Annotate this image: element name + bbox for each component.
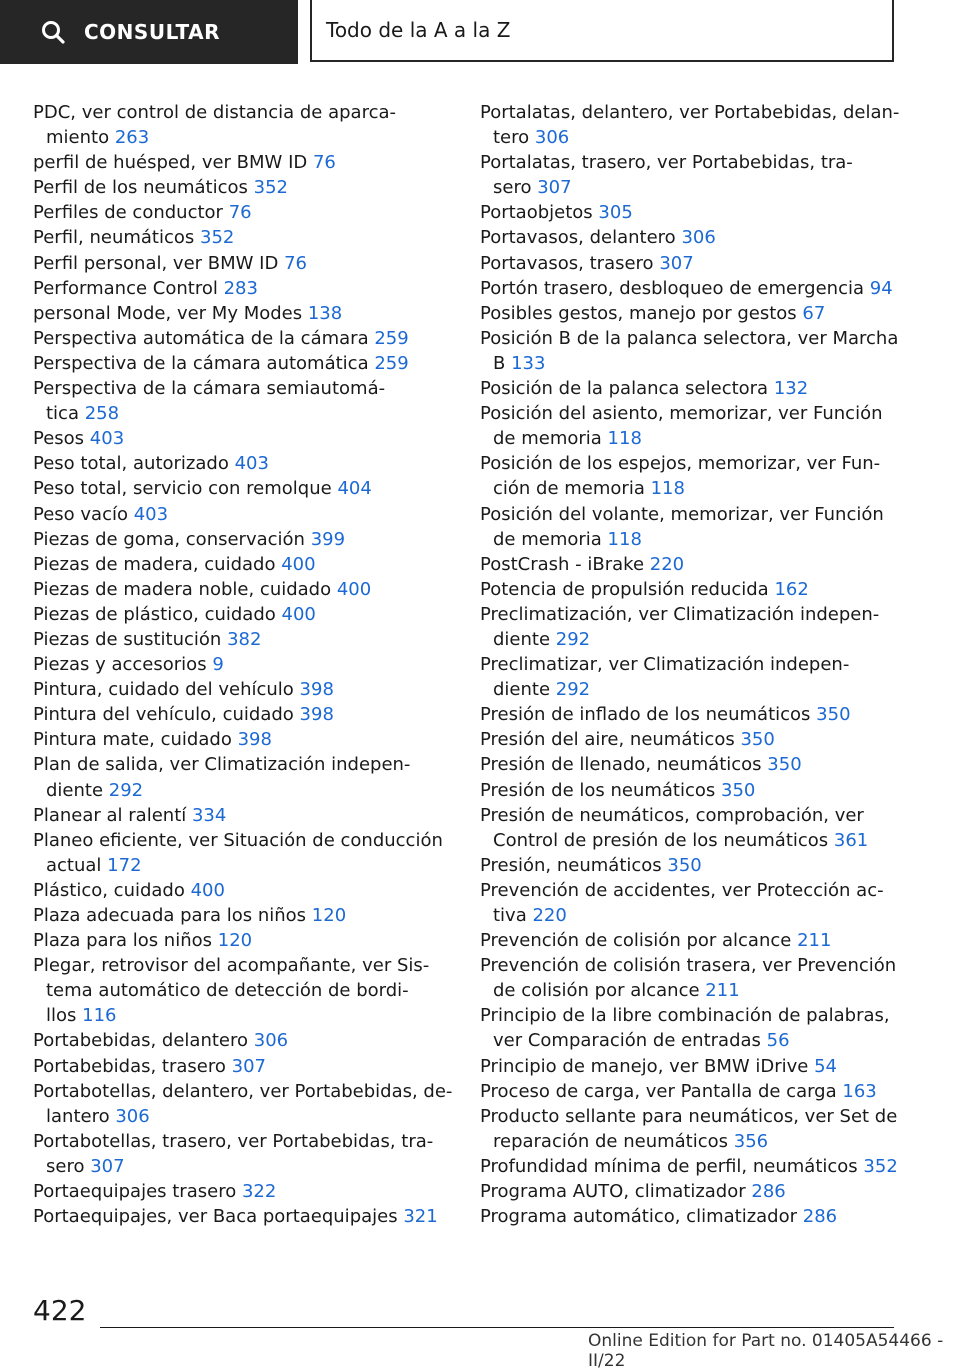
page-reference-link[interactable]: 9 [212, 654, 224, 676]
page-reference-link[interactable]: 292 [108, 779, 144, 801]
page-reference-link[interactable]: 133 [511, 352, 546, 374]
index-entry-text: Perfil de los neumáticos [33, 177, 248, 199]
index-entry [480, 853, 930, 878]
index-entry-text: Presión del aire, neumáticos [480, 729, 735, 751]
page-reference-link[interactable]: 382 [227, 628, 262, 650]
index-entry-text: Prevención de accidentes, ver Protección ac‐ tiva [480, 879, 884, 926]
page-reference-link[interactable]: 132 [773, 378, 809, 400]
index-entry-text: Presión de inflado de los neumáticos [480, 704, 811, 726]
index-entry [33, 451, 463, 476]
index-entry [33, 527, 463, 552]
index-entry [480, 1079, 930, 1104]
page-reference-link[interactable]: 263 [114, 127, 150, 149]
page-reference-link[interactable]: 350 [816, 704, 851, 726]
index-entry-text: Principio de la libre combinación de palabras, ver Comparación de entradas [480, 1005, 890, 1052]
page-reference-link[interactable]: 116 [82, 1005, 117, 1027]
page-reference-link[interactable]: 356 [733, 1130, 769, 1152]
index-entry-text: Perspectiva de la cámara automática [33, 352, 369, 374]
index-entry [33, 376, 463, 426]
index-entry [480, 150, 930, 200]
index-entry-text: Pintura del vehículo, cuidado [33, 704, 294, 726]
index-entry-text: Piezas de plástico, cuidado [33, 603, 276, 625]
page-reference-link[interactable]: 307 [231, 1055, 266, 1077]
index-entry-text: Portabebidas, trasero [33, 1055, 226, 1077]
page-reference-link[interactable]: 220 [532, 905, 567, 926]
index-entry [480, 1003, 930, 1053]
index-entry-text: Proceso de carga, ver Pantalla de carga [480, 1080, 837, 1102]
index-column-left [33, 100, 463, 1229]
index-entry-text: Programa AUTO, climatizador [480, 1181, 746, 1203]
index-entry [480, 1054, 930, 1079]
page-reference-link[interactable]: 306 [681, 227, 716, 249]
index-entry-text: Plegar, retrovisor del acompañante, ver Sis‐ tema automático de detección de bordi‐ llos [33, 955, 430, 1027]
page-reference-link[interactable]: 350 [767, 754, 802, 776]
page-reference-link[interactable]: 211 [797, 930, 832, 952]
index-entry-text: Prevención de colisión por alcance [480, 930, 792, 952]
index-entry-text: Plástico, cuidado [33, 879, 185, 901]
consult-label: CONSULTAR [84, 20, 220, 44]
page-reference-link[interactable]: 399 [310, 528, 346, 550]
index-entry [480, 803, 930, 853]
tab-a-to-z[interactable] [310, 0, 894, 62]
index-entry-text: Peso total, autorizado [33, 453, 229, 475]
index-entry [33, 1129, 463, 1179]
index-entry-text: Performance Control [33, 277, 218, 299]
index-entry-text: Portavasos, delantero [480, 227, 676, 249]
page-reference-link[interactable]: 306 [253, 1030, 289, 1052]
page-reference-link[interactable]: 94 [869, 277, 893, 299]
edition-footer: Online Edition for Part no. 01405A54466 - II/22 [588, 1331, 944, 1371]
page-reference-link[interactable]: 286 [751, 1181, 786, 1203]
index-entry [480, 276, 930, 301]
index-entry [33, 1179, 463, 1204]
index-entry [480, 225, 930, 250]
index-entry-text: Piezas de madera, cuidado [33, 553, 276, 575]
page-reference-link[interactable]: 400 [281, 603, 316, 625]
index-column-right [480, 100, 930, 1229]
index-entry [33, 652, 463, 677]
page-reference-link[interactable]: 292 [555, 628, 591, 650]
index-entry [480, 652, 930, 702]
index-entry-text: Portaequipajes trasero [33, 1181, 237, 1203]
index-entry [480, 577, 930, 602]
page-reference-link[interactable]: 400 [190, 879, 225, 901]
page-reference-link[interactable]: 220 [649, 553, 685, 575]
index-entry [480, 727, 930, 752]
index-entry [480, 1104, 930, 1154]
index-entry-text: perfil de huésped, ver BMW ID [33, 152, 308, 174]
index-entry [480, 878, 930, 928]
page-reference-link[interactable]: 350 [667, 854, 702, 876]
index-entry-text: Perfiles de conductor [33, 202, 223, 224]
index-entry [33, 1028, 463, 1053]
page-number: 422 [33, 1294, 87, 1327]
index-entry [480, 1204, 930, 1229]
index-entry-text: Profundidad mínima de perfil, neumáticos [480, 1155, 858, 1177]
index-entry-text: Prevención de colisión trasera, ver Prevención de colisión por alcance [480, 955, 897, 1002]
page-reference-link[interactable]: 350 [740, 729, 775, 751]
page-reference-link[interactable]: 67 [802, 302, 826, 324]
index-entry-text: Presión de los neumáticos [480, 779, 716, 801]
page-reference-link[interactable]: 398 [237, 729, 272, 751]
index-entry [480, 752, 930, 777]
page-reference-link[interactable]: 306 [534, 127, 570, 149]
page-reference-link[interactable]: 398 [299, 679, 334, 701]
page-reference-link[interactable]: 283 [223, 277, 258, 299]
tab-a-to-z-label: Todo de la A a la Z [326, 18, 511, 42]
index-entry [33, 1079, 463, 1129]
index-entry-text: Pintura, cuidado del vehículo [33, 679, 294, 701]
index-entry [480, 953, 930, 1003]
index-entry-text: Plaza para los niños [33, 930, 213, 952]
page-reference-link[interactable]: 258 [84, 403, 120, 425]
index-entry [480, 401, 930, 451]
index-entry-text: Portavasos, trasero [480, 252, 654, 274]
page-reference-link[interactable]: 400 [336, 578, 372, 600]
index-entry-text: Portaobjetos [480, 202, 593, 224]
page-reference-link[interactable]: 321 [403, 1206, 438, 1228]
page-reference-link[interactable]: 120 [311, 905, 347, 926]
index-entry [33, 903, 463, 928]
page-reference-link[interactable]: 404 [337, 478, 372, 500]
index-entry-text: Principio de manejo, ver BMW iDrive [480, 1055, 809, 1077]
index-entry-text: Portaequipajes, ver Baca portaequipajes [33, 1206, 398, 1228]
index-entry-text: Posibles gestos, manejo por gestos [480, 302, 797, 324]
index-entry-text: Perfil personal, ver BMW ID [33, 252, 279, 274]
index-entry-text: Presión de llenado, neumáticos [480, 754, 762, 776]
index-entry [480, 602, 930, 652]
index-entry-text: Potencia de propulsión reducida [480, 578, 769, 600]
footer-divider [100, 1327, 894, 1328]
index-entry [33, 552, 463, 577]
index-entry [480, 1179, 930, 1204]
index-entry [33, 175, 463, 200]
page-reference-link[interactable]: 306 [115, 1105, 150, 1127]
index-entry [33, 953, 463, 1028]
index-entry [33, 577, 463, 602]
index-entry [33, 150, 463, 175]
index-entry [480, 502, 930, 552]
index-entry [33, 251, 463, 276]
index-entry-text: Peso total, servicio con remolque [33, 478, 332, 500]
page-reference-link[interactable]: 403 [89, 428, 125, 450]
index-entry [33, 627, 463, 652]
page-reference-link[interactable]: 292 [555, 679, 591, 701]
page-reference-link[interactable]: 352 [200, 227, 235, 249]
page-reference-link[interactable]: 352 [253, 177, 288, 199]
index-entry-text: Piezas de sustitución [33, 628, 222, 650]
index-entry [33, 803, 463, 828]
index-entry-text: Posición del asiento, memorizar, ver Función de memoria [480, 403, 883, 450]
index-entry-text: Portabotellas, delantero, ver Portabebidas, de‐ lantero [33, 1080, 453, 1127]
index-entry [33, 677, 463, 702]
page-reference-link[interactable]: 120 [217, 930, 253, 952]
page-reference-link[interactable]: 162 [774, 578, 809, 600]
index-entry-text: Portabebidas, delantero [33, 1030, 249, 1052]
index-entry-text: Posición del volante, memorizar, ver Función de memoria [480, 503, 884, 550]
index-entry [33, 752, 463, 802]
index-entry [33, 1204, 463, 1229]
index-entry [33, 727, 463, 752]
page-reference-link[interactable]: 334 [191, 804, 227, 826]
index-entry [33, 276, 463, 301]
index-entry-text: Pintura mate, cuidado [33, 729, 232, 751]
index-entry-text: Portalatas, trasero, ver Portabebidas, tra‐ sero [480, 152, 853, 199]
index-entry-text: Peso vacío [33, 503, 128, 525]
index-entry-text: Perspectiva de la cámara semiautomá‐ tica [33, 378, 386, 425]
index-entry-text: Pesos [33, 428, 85, 450]
page-reference-link[interactable]: 403 [133, 503, 169, 525]
index-entry [33, 928, 463, 953]
index-entry [33, 200, 463, 225]
index-entry-text: Producto sellante para neumáticos, ver Set de reparación de neumáticos [480, 1105, 898, 1152]
index-entry [33, 301, 463, 326]
index-entry [33, 878, 463, 903]
index-entry-text: PDC, ver control de distancia de aparca‐ miento [33, 102, 396, 149]
index-entry-text: Posición de los espejos, memorizar, ver Fun‐ ción de memoria [480, 453, 881, 500]
page-reference-link[interactable]: 211 [705, 980, 740, 1002]
page-reference-link[interactable]: 398 [299, 704, 334, 726]
index-entry-text: Posición B de la palanca selectora, ver Marcha B [480, 327, 899, 374]
page-reference-link[interactable]: 259 [374, 327, 409, 349]
index-entry [480, 778, 930, 803]
index-entry [480, 326, 930, 376]
index-entry-text: Planeo eficiente, ver Situación de conducción actual [33, 829, 443, 876]
page-reference-link[interactable]: 350 [721, 779, 756, 801]
page-reference-link[interactable]: 56 [766, 1030, 790, 1052]
page-reference-link[interactable]: 118 [607, 428, 642, 450]
index-entry [33, 100, 463, 150]
index-entry [480, 376, 930, 401]
page-reference-link[interactable]: 403 [234, 453, 269, 475]
index-entry-text: Plaza adecuada para los niños [33, 905, 307, 926]
page-reference-link[interactable]: 307 [537, 177, 572, 199]
search-icon [40, 19, 66, 45]
page-reference-link[interactable]: 400 [281, 553, 316, 575]
page-reference-link[interactable]: 118 [607, 528, 642, 550]
index-entry [33, 502, 463, 527]
page-reference-link[interactable]: 163 [842, 1080, 877, 1102]
index-entry-text: Perspectiva automática de la cámara [33, 327, 369, 349]
index-entry-text: Plan de salida, ver Climatización indepen‐ diente [33, 754, 411, 801]
page-reference-link[interactable]: 76 [312, 152, 336, 174]
page-reference-link[interactable]: 322 [241, 1181, 277, 1203]
page-reference-link[interactable]: 172 [107, 854, 142, 876]
page-reference-link[interactable]: 286 [802, 1206, 838, 1228]
index-entry [33, 828, 463, 878]
index-entry [33, 602, 463, 627]
index-entry [480, 702, 930, 727]
index-entry-text: Presión de neumáticos, comprobación, ver Control de presión de los neumáticos [480, 804, 864, 851]
index-entry-text: Portalatas, delantero, ver Portabebidas, delan‐ tero [480, 102, 900, 149]
index-entry-text: Portabotellas, trasero, ver Portabebidas, tra‐ sero [33, 1130, 434, 1177]
index-entry-text: Presión, neumáticos [480, 854, 662, 876]
consult-button[interactable] [0, 0, 298, 64]
index-entry [480, 200, 930, 225]
index-entry [480, 928, 930, 953]
index-entry [33, 426, 463, 451]
page-reference-link[interactable]: 76 [284, 252, 307, 274]
index-entry-text: Preclimatizar, ver Climatización indepen‐ diente [480, 654, 850, 701]
index-entry [480, 301, 930, 326]
index-entry-text: Preclimatización, ver Climatización indepen‐ diente [480, 603, 880, 650]
index-entry-text: Posición de la palanca selectora [480, 378, 769, 400]
page-reference-link[interactable]: 361 [833, 829, 869, 851]
page-reference-link[interactable]: 307 [90, 1155, 125, 1177]
index-entry-text: PostCrash - iBrake [480, 553, 645, 575]
index-entry [480, 100, 930, 150]
index-entry [33, 476, 463, 501]
page-reference-link[interactable]: 259 [374, 352, 409, 374]
index-entry-text: Programa automático, climatizador [480, 1206, 798, 1228]
index-entry [33, 1054, 463, 1079]
index-entry [480, 552, 930, 577]
page-reference-link[interactable]: 307 [659, 252, 694, 274]
index-entry-text: personal Mode, ver My Modes [33, 302, 303, 324]
index-entry [480, 451, 930, 501]
index-entry-text: Piezas de goma, conservación [33, 528, 305, 550]
index-entry [480, 1154, 930, 1179]
page-reference-link[interactable]: 54 [814, 1055, 838, 1077]
index-entry [33, 702, 463, 727]
page-reference-link[interactable]: 76 [228, 202, 252, 224]
index-entry-text: Perfil, neumáticos [33, 227, 195, 249]
page-reference-link[interactable]: 118 [650, 478, 685, 500]
page-reference-link[interactable]: 305 [598, 202, 633, 224]
index-entry [33, 326, 463, 351]
index-entry [33, 225, 463, 250]
index-entry-text: Portón trasero, desbloqueo de emergencia [480, 277, 865, 299]
index-entry-text: Piezas de madera noble, cuidado [33, 578, 332, 600]
index-entry-text: Piezas y accesorios [33, 654, 207, 676]
index-entry-text: Planear al ralentí [33, 804, 187, 826]
page-reference-link[interactable]: 138 [307, 302, 343, 324]
index-entry [480, 251, 930, 276]
top-navigation [0, 0, 960, 66]
index-entry [33, 351, 463, 376]
page-reference-link[interactable]: 352 [863, 1155, 898, 1177]
